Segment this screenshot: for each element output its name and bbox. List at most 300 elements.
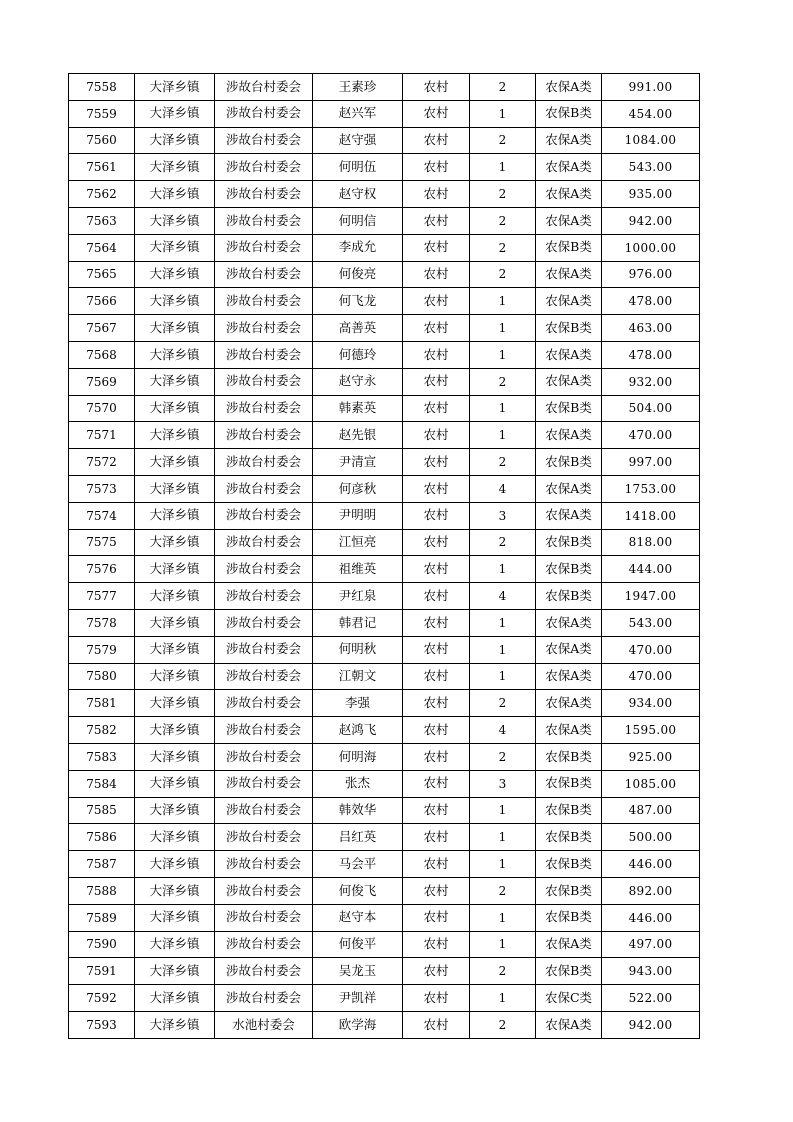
table-row [69,1011,700,1038]
cell-amount: 446.00 [602,851,700,878]
table-row [69,261,700,288]
cell-category: 农保A类 [536,690,602,717]
cell-count: 1 [470,851,536,878]
cell-amount: 478.00 [602,341,700,368]
cell-name: 何明信 [313,207,403,234]
cell-town: 大泽乡镇 [135,717,215,744]
cell-id: 7558 [69,74,135,101]
cell-name: 何飞龙 [313,288,403,315]
cell-id: 7566 [69,288,135,315]
cell-area: 农村 [403,100,470,127]
cell-name: 高善英 [313,315,403,342]
cell-count: 1 [470,154,536,181]
cell-village: 涉故台村委会 [215,797,313,824]
cell-amount: 976.00 [602,261,700,288]
table-row [69,609,700,636]
cell-name: 赵守本 [313,904,403,931]
cell-village: 涉故台村委会 [215,770,313,797]
table-row [69,422,700,449]
cell-area: 农村 [403,851,470,878]
cell-area: 农村 [403,636,470,663]
table-row [69,288,700,315]
cell-id: 7590 [69,931,135,958]
cell-count: 1 [470,395,536,422]
cell-town: 大泽乡镇 [135,74,215,101]
table-row [69,985,700,1012]
cell-amount: 942.00 [602,207,700,234]
cell-area: 农村 [403,583,470,610]
cell-count: 2 [470,207,536,234]
cell-category: 农保A类 [536,717,602,744]
cell-category: 农保B类 [536,797,602,824]
cell-count: 2 [470,877,536,904]
cell-area: 农村 [403,717,470,744]
cell-id: 7564 [69,234,135,261]
cell-category: 农保A类 [536,368,602,395]
cell-category: 农保A类 [536,261,602,288]
cell-town: 大泽乡镇 [135,368,215,395]
cell-area: 农村 [403,958,470,985]
cell-town: 大泽乡镇 [135,904,215,931]
table-row [69,341,700,368]
cell-name: 祖维英 [313,556,403,583]
cell-village: 涉故台村委会 [215,207,313,234]
cell-town: 大泽乡镇 [135,690,215,717]
cell-name: 李成允 [313,234,403,261]
cell-id: 7587 [69,851,135,878]
cell-name: 赵先银 [313,422,403,449]
cell-town: 大泽乡镇 [135,449,215,476]
cell-town: 大泽乡镇 [135,234,215,261]
cell-id: 7584 [69,770,135,797]
table-row [69,502,700,529]
cell-amount: 932.00 [602,368,700,395]
cell-count: 1 [470,315,536,342]
cell-category: 农保A类 [536,1011,602,1038]
cell-area: 农村 [403,690,470,717]
cell-name: 何德玲 [313,341,403,368]
cell-town: 大泽乡镇 [135,958,215,985]
cell-village: 涉故台村委会 [215,127,313,154]
cell-name: 江朝文 [313,663,403,690]
cell-id: 7578 [69,609,135,636]
cell-village: 涉故台村委会 [215,449,313,476]
table-row [69,636,700,663]
cell-id: 7579 [69,636,135,663]
cell-amount: 1418.00 [602,502,700,529]
cell-count: 4 [470,475,536,502]
cell-village: 涉故台村委会 [215,181,313,208]
cell-name: 何明海 [313,743,403,770]
cell-area: 农村 [403,609,470,636]
cell-village: 涉故台村委会 [215,395,313,422]
cell-name: 马会平 [313,851,403,878]
cell-area: 农村 [403,288,470,315]
cell-category: 农保A类 [536,663,602,690]
cell-name: 何明秋 [313,636,403,663]
cell-town: 大泽乡镇 [135,877,215,904]
cell-amount: 991.00 [602,74,700,101]
table-body [69,74,700,1039]
cell-id: 7570 [69,395,135,422]
cell-town: 大泽乡镇 [135,1011,215,1038]
cell-area: 农村 [403,395,470,422]
table-row [69,475,700,502]
table-row [69,717,700,744]
cell-name: 赵兴军 [313,100,403,127]
cell-name: 赵鸿飞 [313,717,403,744]
cell-area: 农村 [403,207,470,234]
cell-category: 农保A类 [536,154,602,181]
cell-count: 2 [470,74,536,101]
cell-name: 何俊飞 [313,877,403,904]
cell-town: 大泽乡镇 [135,288,215,315]
cell-count: 4 [470,717,536,744]
cell-area: 农村 [403,475,470,502]
cell-village: 涉故台村委会 [215,851,313,878]
cell-category: 农保A类 [536,422,602,449]
cell-category: 农保A类 [536,609,602,636]
cell-village: 涉故台村委会 [215,583,313,610]
cell-town: 大泽乡镇 [135,583,215,610]
cell-count: 1 [470,341,536,368]
cell-category: 农保A类 [536,502,602,529]
cell-town: 大泽乡镇 [135,127,215,154]
cell-name: 王素珍 [313,74,403,101]
cell-id: 7569 [69,368,135,395]
cell-village: 涉故台村委会 [215,154,313,181]
cell-village: 涉故台村委会 [215,609,313,636]
cell-category: 农保B类 [536,395,602,422]
cell-amount: 1595.00 [602,717,700,744]
cell-category: 农保A类 [536,636,602,663]
table-row [69,958,700,985]
cell-amount: 500.00 [602,824,700,851]
cell-category: 农保A类 [536,931,602,958]
cell-count: 2 [470,529,536,556]
cell-area: 农村 [403,1011,470,1038]
cell-name: 何明伍 [313,154,403,181]
cell-name: 张杰 [313,770,403,797]
cell-name: 吕红英 [313,824,403,851]
cell-id: 7577 [69,583,135,610]
cell-area: 农村 [403,234,470,261]
cell-amount: 446.00 [602,904,700,931]
table-row [69,207,700,234]
cell-id: 7576 [69,556,135,583]
cell-id: 7568 [69,341,135,368]
cell-area: 农村 [403,502,470,529]
cell-village: 水池村委会 [215,1011,313,1038]
cell-category: 农保B类 [536,958,602,985]
cell-id: 7573 [69,475,135,502]
cell-town: 大泽乡镇 [135,181,215,208]
cell-village: 涉故台村委会 [215,475,313,502]
cell-area: 农村 [403,904,470,931]
cell-count: 2 [470,449,536,476]
cell-category: 农保A类 [536,181,602,208]
cell-amount: 543.00 [602,154,700,181]
cell-area: 农村 [403,743,470,770]
cell-id: 7563 [69,207,135,234]
cell-area: 农村 [403,154,470,181]
cell-town: 大泽乡镇 [135,422,215,449]
cell-amount: 1084.00 [602,127,700,154]
cell-town: 大泽乡镇 [135,100,215,127]
cell-area: 农村 [403,663,470,690]
cell-id: 7571 [69,422,135,449]
cell-amount: 1753.00 [602,475,700,502]
cell-village: 涉故台村委会 [215,690,313,717]
cell-town: 大泽乡镇 [135,395,215,422]
cell-village: 涉故台村委会 [215,931,313,958]
table-row [69,395,700,422]
cell-count: 1 [470,609,536,636]
cell-town: 大泽乡镇 [135,207,215,234]
cell-id: 7589 [69,904,135,931]
table-row [69,743,700,770]
cell-id: 7582 [69,717,135,744]
cell-id: 7560 [69,127,135,154]
cell-name: 何俊平 [313,931,403,958]
cell-count: 1 [470,636,536,663]
table-row [69,127,700,154]
cell-id: 7580 [69,663,135,690]
cell-area: 农村 [403,931,470,958]
table-row [69,583,700,610]
cell-amount: 463.00 [602,315,700,342]
cell-amount: 522.00 [602,985,700,1012]
cell-amount: 1085.00 [602,770,700,797]
relief-roster-table [68,73,700,1039]
cell-category: 农保B类 [536,100,602,127]
cell-area: 农村 [403,127,470,154]
cell-village: 涉故台村委会 [215,315,313,342]
table-row [69,529,700,556]
cell-count: 2 [470,958,536,985]
cell-town: 大泽乡镇 [135,154,215,181]
cell-id: 7588 [69,877,135,904]
cell-count: 2 [470,1011,536,1038]
cell-name: 韩效华 [313,797,403,824]
cell-category: 农保A类 [536,207,602,234]
cell-id: 7559 [69,100,135,127]
cell-count: 1 [470,556,536,583]
cell-category: 农保B类 [536,449,602,476]
cell-village: 涉故台村委会 [215,904,313,931]
table-row [69,556,700,583]
table-row [69,449,700,476]
cell-area: 农村 [403,556,470,583]
cell-village: 涉故台村委会 [215,877,313,904]
cell-category: 农保A类 [536,341,602,368]
cell-village: 涉故台村委会 [215,529,313,556]
table-row [69,877,700,904]
cell-village: 涉故台村委会 [215,422,313,449]
cell-amount: 942.00 [602,1011,700,1038]
cell-village: 涉故台村委会 [215,261,313,288]
cell-town: 大泽乡镇 [135,636,215,663]
cell-village: 涉故台村委会 [215,74,313,101]
cell-amount: 504.00 [602,395,700,422]
cell-amount: 935.00 [602,181,700,208]
cell-town: 大泽乡镇 [135,931,215,958]
cell-name: 何俊亮 [313,261,403,288]
cell-id: 7586 [69,824,135,851]
cell-name: 吴龙玉 [313,958,403,985]
table-row [69,931,700,958]
cell-area: 农村 [403,181,470,208]
cell-village: 涉故台村委会 [215,743,313,770]
table-row [69,100,700,127]
cell-count: 2 [470,181,536,208]
cell-amount: 478.00 [602,288,700,315]
cell-name: 尹凯祥 [313,985,403,1012]
table-row [69,824,700,851]
cell-id: 7574 [69,502,135,529]
cell-area: 农村 [403,315,470,342]
cell-amount: 497.00 [602,931,700,958]
cell-village: 涉故台村委会 [215,341,313,368]
cell-name: 尹明明 [313,502,403,529]
table-row [69,368,700,395]
cell-category: 农保B类 [536,904,602,931]
cell-count: 2 [470,234,536,261]
cell-village: 涉故台村委会 [215,502,313,529]
cell-category: 农保A类 [536,127,602,154]
cell-amount: 1000.00 [602,234,700,261]
cell-area: 农村 [403,529,470,556]
cell-count: 3 [470,502,536,529]
cell-area: 农村 [403,770,470,797]
cell-area: 农村 [403,985,470,1012]
cell-count: 1 [470,931,536,958]
cell-town: 大泽乡镇 [135,663,215,690]
cell-id: 7575 [69,529,135,556]
cell-amount: 925.00 [602,743,700,770]
cell-town: 大泽乡镇 [135,556,215,583]
cell-count: 1 [470,797,536,824]
cell-id: 7583 [69,743,135,770]
cell-amount: 543.00 [602,609,700,636]
cell-area: 农村 [403,368,470,395]
cell-id: 7592 [69,985,135,1012]
cell-town: 大泽乡镇 [135,985,215,1012]
cell-village: 涉故台村委会 [215,824,313,851]
cell-id: 7572 [69,449,135,476]
cell-name: 赵守强 [313,127,403,154]
cell-area: 农村 [403,341,470,368]
cell-area: 农村 [403,824,470,851]
cell-amount: 470.00 [602,663,700,690]
cell-amount: 934.00 [602,690,700,717]
cell-town: 大泽乡镇 [135,770,215,797]
cell-town: 大泽乡镇 [135,743,215,770]
cell-count: 3 [470,770,536,797]
cell-village: 涉故台村委会 [215,234,313,261]
cell-id: 7567 [69,315,135,342]
cell-category: 农保B类 [536,851,602,878]
cell-name: 韩君记 [313,609,403,636]
table-row [69,154,700,181]
cell-area: 农村 [403,877,470,904]
table-row [69,663,700,690]
cell-town: 大泽乡镇 [135,797,215,824]
cell-name: 何彦秋 [313,475,403,502]
cell-village: 涉故台村委会 [215,958,313,985]
table-row [69,74,700,101]
cell-name: 赵守权 [313,181,403,208]
cell-category: 农保B类 [536,583,602,610]
cell-count: 2 [470,690,536,717]
cell-amount: 444.00 [602,556,700,583]
table-row [69,797,700,824]
cell-name: 江恒亮 [313,529,403,556]
cell-id: 7581 [69,690,135,717]
cell-village: 涉故台村委会 [215,556,313,583]
cell-area: 农村 [403,797,470,824]
table-row [69,181,700,208]
cell-amount: 487.00 [602,797,700,824]
cell-town: 大泽乡镇 [135,502,215,529]
cell-category: 农保B类 [536,824,602,851]
cell-category: 农保B类 [536,234,602,261]
cell-area: 农村 [403,261,470,288]
table-row [69,234,700,261]
cell-village: 涉故台村委会 [215,288,313,315]
cell-count: 1 [470,663,536,690]
cell-count: 2 [470,743,536,770]
cell-category: 农保C类 [536,985,602,1012]
cell-town: 大泽乡镇 [135,315,215,342]
cell-name: 尹红泉 [313,583,403,610]
cell-count: 2 [470,127,536,154]
cell-count: 2 [470,261,536,288]
cell-category: 农保A类 [536,475,602,502]
cell-category: 农保A类 [536,288,602,315]
cell-amount: 818.00 [602,529,700,556]
cell-amount: 454.00 [602,100,700,127]
cell-amount: 470.00 [602,636,700,663]
cell-amount: 892.00 [602,877,700,904]
cell-name: 尹清宣 [313,449,403,476]
cell-category: 农保B类 [536,743,602,770]
cell-amount: 470.00 [602,422,700,449]
cell-count: 2 [470,368,536,395]
table-row [69,690,700,717]
cell-id: 7565 [69,261,135,288]
cell-count: 4 [470,583,536,610]
cell-category: 农保B类 [536,529,602,556]
cell-name: 李强 [313,690,403,717]
cell-category: 农保B类 [536,315,602,342]
cell-name: 韩素英 [313,395,403,422]
cell-id: 7585 [69,797,135,824]
cell-id: 7593 [69,1011,135,1038]
cell-town: 大泽乡镇 [135,851,215,878]
cell-count: 1 [470,288,536,315]
cell-village: 涉故台村委会 [215,717,313,744]
cell-town: 大泽乡镇 [135,609,215,636]
cell-count: 1 [470,904,536,931]
cell-village: 涉故台村委会 [215,663,313,690]
cell-area: 农村 [403,422,470,449]
cell-amount: 943.00 [602,958,700,985]
cell-town: 大泽乡镇 [135,475,215,502]
cell-area: 农村 [403,74,470,101]
cell-category: 农保B类 [536,877,602,904]
cell-count: 1 [470,100,536,127]
